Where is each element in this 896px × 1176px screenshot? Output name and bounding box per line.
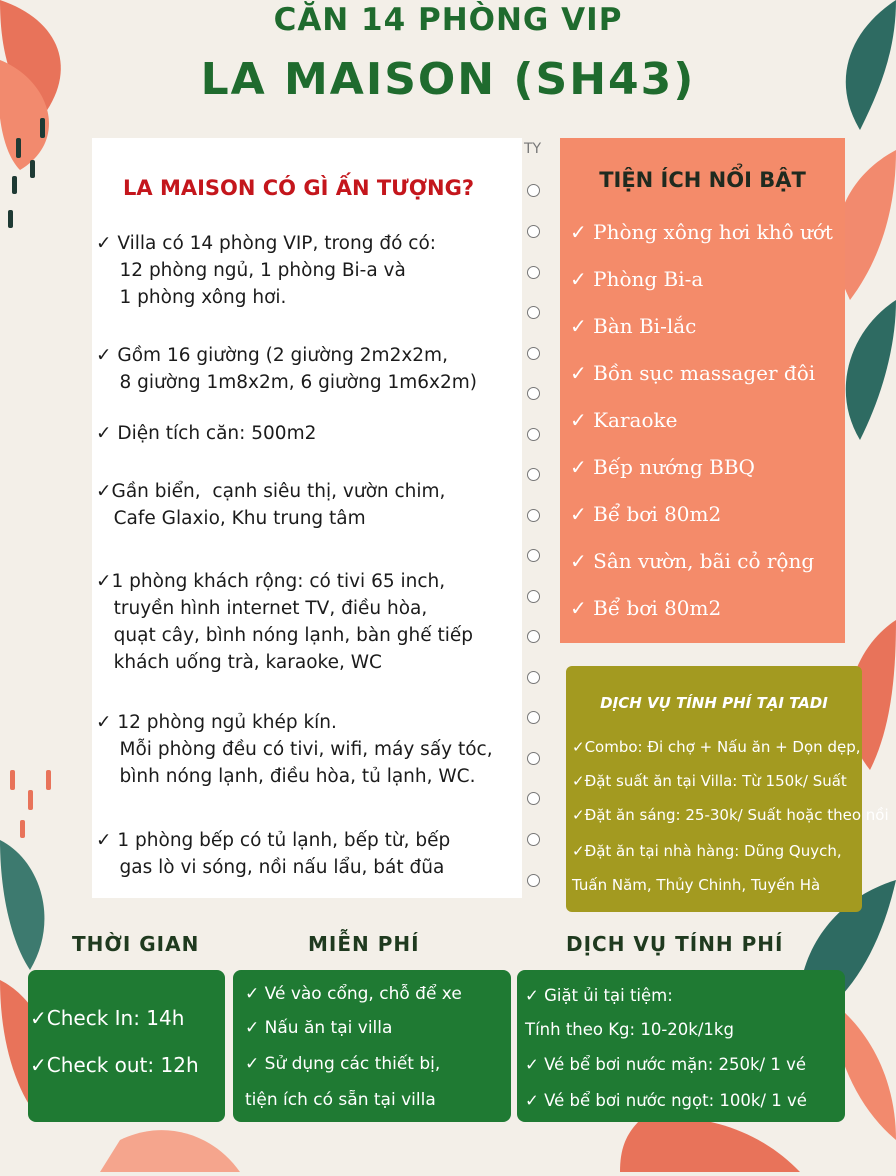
checkout-text: ✓Check out: 12h [30,1053,199,1077]
radio-icon [527,792,540,805]
free-item: ✓ Nấu ăn tại villa [245,1018,393,1038]
radio-icon [527,225,540,238]
amenity-item: ✓ Bếp nướng BBQ [570,455,755,479]
tadi-title: DỊCH VỤ TÍNH PHÍ TẠI TADI [600,694,828,712]
feature-item: ✓ Gồm 16 giường (2 giường 2m2x2m, 8 giường 1m8x2m, 6 giường 1m6x2m) [96,345,477,393]
tadi-item: ✓Đặt ăn tại nhà hàng: Dũng Quych, [572,842,842,860]
amenity-item: ✓ Phòng xông hơi khô ướt [570,220,833,244]
radio-icon [527,347,540,360]
checkin-text: ✓Check In: 14h [30,1006,185,1030]
amenity-item: ✓ Bồn sục massager đôi [570,361,816,385]
radio-icon [527,468,540,481]
feature-item: ✓Gần biển, cạnh siêu thị, vườn chim, Cafe Glaxio, Khu trung tâm [96,481,446,529]
radio-icon [527,428,540,441]
amenity-item: ✓ Bàn Bi-lắc [570,314,697,338]
radio-icon [527,184,540,197]
feature-item: ✓ 1 phòng bếp có tủ lạnh, bếp từ, bếp gas lò vi sóng, nồi nấu lẩu, bát đũa [96,830,451,878]
tadi-services-panel [566,666,889,912]
amenity-item: ✓ Bể bơi 80m2 [570,502,722,526]
radio-icon [527,752,540,765]
tadi-item: ✓Combo: Đi chợ + Nấu ăn + Dọn dẹp, [572,738,861,756]
features-title: LA MAISON CÓ GÌ ẤN TƯỢNG? [123,176,475,200]
free-item: tiện ích có sẵn tại villa [245,1090,436,1110]
radio-icon [527,509,540,522]
radio-icon [527,306,540,319]
feature-item: ✓1 phòng khách rộng: có tivi 65 inch, truyền hình internet TV, điều hòa, quạt cây, bình nóng lạnh, bàn ghế tiếp khách uống trà, karaoke, WC [96,571,474,673]
amenity-item: ✓ Bể bơi 80m2 [570,596,722,620]
radio-icon [527,874,540,887]
amenities-title: TIỆN ÍCH NỔI BẬT [599,168,806,192]
feature-item: ✓ 12 phòng ngủ khép kín. Mỗi phòng đều có tivi, wifi, máy sấy tóc, bình nóng lạnh, điều hòa, tủ lạnh, WC. [96,712,493,787]
tadi-item: ✓Đặt ăn sáng: 25-30k/ Suất hoặc theo nồi [572,806,889,824]
radio-icon [527,387,540,400]
paid-item: Tính theo Kg: 10-20k/1kg [525,1020,734,1039]
radio-icon [527,630,540,643]
tadi-item: ✓Đặt suất ăn tại Villa: Từ 150k/ Suất [572,772,847,790]
radio-icon [527,671,540,684]
paid-item: ✓ Vé bể bơi nước ngọt: 100k/ 1 vé [525,1091,807,1110]
free-title: MIỄN PHÍ [308,932,420,956]
radio-icon [527,711,540,724]
radio-icon [527,266,540,279]
page-subtitle: CĂN 14 PHÒNG VIP [273,2,623,38]
feature-item: ✓ Diện tích căn: 500m2 [96,423,317,444]
amenity-item: ✓ Phòng Bi-a [570,267,704,291]
amenities-panel [560,138,845,643]
paid-title: DỊCH VỤ TÍNH PHÍ [566,932,784,956]
free-item: ✓ Vé vào cổng, chỗ để xe [245,984,462,1004]
column-label: TY [524,141,542,157]
time-box [28,970,225,1122]
free-box [233,970,511,1122]
radio-icon [527,833,540,846]
paid-item: ✓ Giặt ủi tại tiệm: [525,986,673,1005]
page-title: LA MAISON (SH43) [200,54,696,105]
free-item: ✓ Sử dụng các thiết bị, [245,1054,441,1074]
radio-icon [527,590,540,603]
paid-item: ✓ Vé bể bơi nước mặn: 250k/ 1 vé [525,1055,807,1074]
feature-item: ✓ Villa có 14 phòng VIP, trong đó có: 12 phòng ngủ, 1 phòng Bi-a và 1 phòng xông hơi. [96,233,437,308]
amenity-item: ✓ Sân vườn, bãi cỏ rộng [570,549,815,573]
time-title: THỜI GIAN [72,932,200,956]
amenity-item: ✓ Karaoke [570,408,678,432]
radio-icon [527,549,540,562]
paid-box [517,970,845,1122]
tadi-item: Tuấn Năm, Thủy Chinh, Tuyến Hà [572,876,821,894]
